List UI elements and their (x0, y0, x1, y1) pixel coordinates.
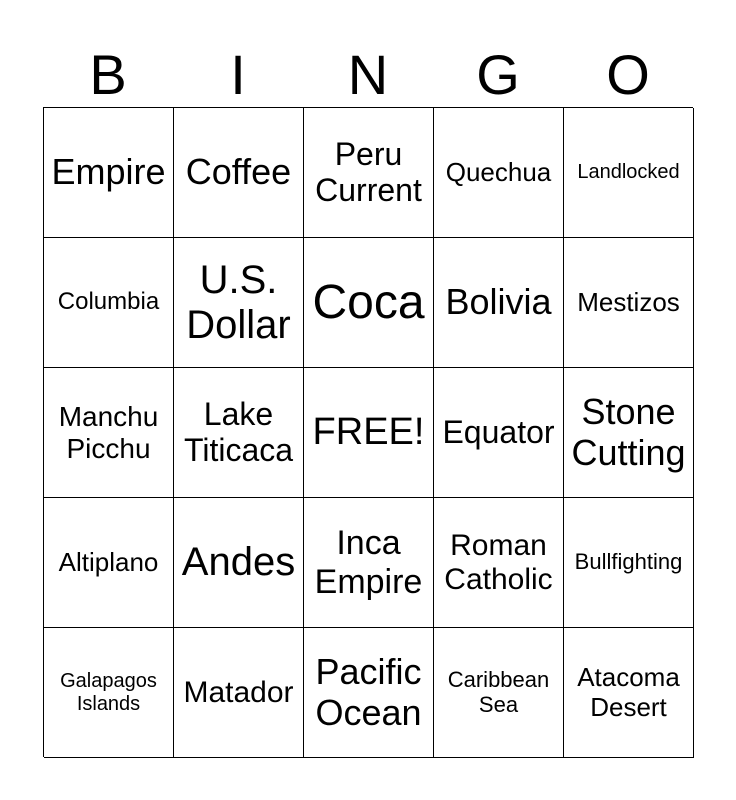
bingo-header (43, 42, 693, 108)
bingo-cell[interactable]: Inca Empire (304, 498, 434, 628)
header-letter-b: B (89, 43, 127, 106)
bingo-cell[interactable]: Manchu Picchu (44, 368, 174, 498)
bingo-cell[interactable]: Bullfighting (564, 498, 694, 628)
bingo-cell[interactable]: Galapagos Islands (44, 628, 174, 758)
bingo-cell[interactable]: Andes (174, 498, 304, 628)
bingo-cell[interactable]: Mestizos (564, 238, 694, 368)
bingo-cell[interactable]: Altiplano (44, 498, 174, 628)
bingo-cell[interactable]: Quechua (434, 108, 564, 238)
bingo-cell[interactable]: U.S. Dollar (174, 238, 304, 368)
header-letter-g: G (476, 43, 520, 106)
bingo-cell[interactable]: Lake Titicaca (174, 368, 304, 498)
bingo-cell[interactable]: Equator (434, 368, 564, 498)
bingo-cell[interactable]: Peru Current (304, 108, 434, 238)
header-letter-o: O (606, 43, 650, 106)
bingo-cell[interactable]: Landlocked (564, 108, 694, 238)
bingo-cell free-space[interactable]: FREE! (304, 368, 434, 498)
bingo-card (43, 107, 693, 757)
bingo-cell[interactable]: Coca (304, 238, 434, 368)
bingo-cell[interactable]: Caribbean Sea (434, 628, 564, 758)
bingo-cell[interactable]: Empire (44, 108, 174, 238)
bingo-cell[interactable]: Atacoma Desert (564, 628, 694, 758)
bingo-cell[interactable]: Stone Cutting (564, 368, 694, 498)
header-letter-n: N (347, 43, 389, 106)
bingo-cell[interactable]: Coffee (174, 108, 304, 238)
bingo-cell[interactable]: Bolivia (434, 238, 564, 368)
bingo-cell[interactable]: Matador (174, 628, 304, 758)
header-letter-i: I (230, 43, 246, 106)
bingo-cell[interactable]: Roman Catholic (434, 498, 564, 628)
bingo-cell[interactable]: Pacific Ocean (304, 628, 434, 758)
bingo-cell[interactable]: Columbia (44, 238, 174, 368)
